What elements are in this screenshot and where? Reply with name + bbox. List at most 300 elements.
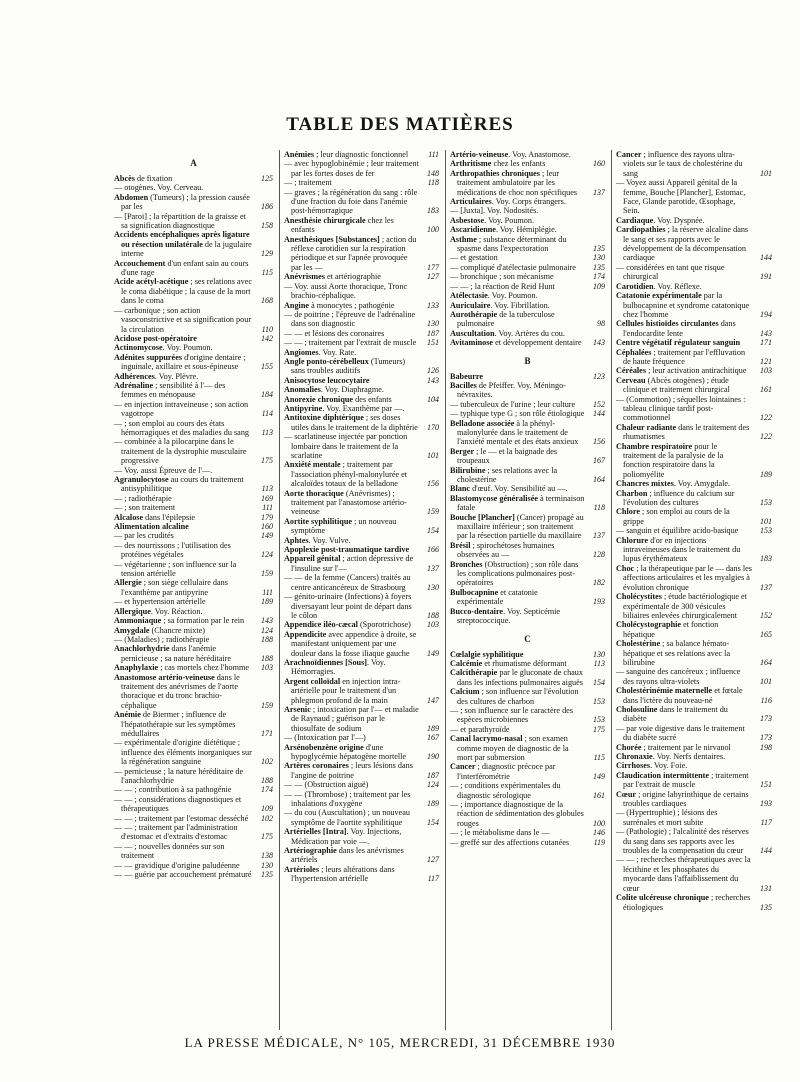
entry-text: Cancer ; influence des rayons ultra-violets sur le taux de cholestérine du sang (616, 150, 743, 178)
index-entry (450, 484, 605, 493)
page-number: 144 (760, 846, 772, 856)
page-number: 161 (760, 385, 772, 395)
page-number: 152 (760, 610, 772, 620)
entry-text: Anévrismes et artériographie (284, 272, 381, 282)
entry-text: — Voy. aussi Épreuve de l'—. (114, 465, 213, 475)
index-entry (450, 272, 605, 281)
page-number: 137 (593, 531, 605, 541)
entry-text: Accouchement d'un enfant sain au cours d'une rage (114, 258, 249, 278)
index-entry (616, 620, 772, 639)
index-entry (114, 578, 273, 597)
index-entry (114, 343, 273, 352)
index-entry (450, 725, 605, 734)
page-number: 130 (427, 582, 439, 592)
page-number: 183 (760, 554, 772, 564)
page-number: 127 (427, 272, 439, 282)
entry-text: — Voyez aussi Appareil génital de la femme, Bouche [Plancher], Estomac, Face, Glande parotide, Œsophage, Sein. (616, 178, 746, 216)
page-number: 129 (261, 249, 273, 259)
index-entry (114, 259, 273, 278)
index-entry (284, 846, 439, 865)
index-entry (450, 282, 605, 291)
index-entry (450, 169, 605, 197)
index-entry (114, 738, 273, 766)
entry-text: Abcès de fixation (114, 174, 173, 183)
entry-text: Bouche [Plancher] (Cancer) propagé au maxillaire inférieur ; son traitement par la résection partielle du maxillaire (450, 512, 584, 541)
index-entry (114, 494, 273, 503)
page-number: 103 (427, 620, 439, 630)
entry-text: — — ; considérations diagnostiques et thérapeutiques (114, 794, 242, 814)
page-number: 101 (760, 516, 772, 526)
entry-text: Carotidien. Voy. Réflexe. (616, 281, 702, 291)
page-number: 109 (593, 281, 605, 291)
entry-text: — (Intoxication par l'—) (284, 733, 366, 743)
entry-text: — en injection intraveineuse ; son action vagotrope (114, 399, 249, 419)
index-entry (114, 372, 273, 381)
page-number: 98 (597, 319, 605, 329)
index-entry (284, 808, 439, 827)
page-number: 154 (593, 677, 605, 687)
index-entry (616, 376, 772, 395)
index-entry (450, 291, 605, 300)
page-number: 175 (593, 724, 605, 734)
entry-text: Appendice iléo-cæcal (Sporotrichose) (284, 620, 411, 630)
entry-text: Colite ulcéreuse chronique ; recherches étiologiques (616, 893, 751, 912)
entry-text: — — (Obstruction aiguë) (284, 780, 369, 790)
index-entry (450, 225, 605, 234)
entry-text: Céphalées ; traitement par l'effluvation de haute fréquence (616, 347, 746, 366)
page-number: 173 (760, 733, 772, 743)
entry-text: — pernicieuse ; la nature héréditaire de l'anachlorhydrie (114, 766, 244, 785)
entry-text: Arsenic ; intoxication par l'— et maladie de Raynaud ; guérison par le thiosulfate de sodium (284, 704, 419, 733)
entry-text: Alimentation alcaline (114, 522, 189, 532)
entry-text: Anisocytose leucocytaire (284, 375, 370, 385)
index-entry (114, 183, 273, 192)
entry-text: Arthritisme chez les enfants (450, 159, 546, 169)
entry-text: Abdomen (Tumeurs) ; la pression causée par les (114, 192, 250, 212)
entry-text: — scarlatineuse injectée par ponction lombaire dans le traitement de la scarlatine (284, 432, 408, 460)
page-number: 183 (427, 206, 439, 216)
index-entry (450, 150, 605, 159)
entry-text: — [Paroi] ; la répartition de la graisse et sa signification diagnostique (114, 211, 246, 231)
index-entry (450, 381, 605, 400)
entry-text: Cardiopathies ; la réserve alcaline dans le sang et ses rapports avec le développement de la décompensation cardiaque (616, 225, 749, 263)
page-number: 125 (261, 174, 273, 183)
page-number: 177 (427, 262, 439, 272)
entry-text: Catatonie expérimentale par la bulbocapnine et syndrome catatonique chez l'homme (616, 291, 750, 319)
index-entry (450, 541, 605, 560)
index-entry (284, 159, 439, 178)
index-entry (616, 761, 772, 770)
index-entry (450, 263, 605, 272)
index-columns (114, 150, 778, 1030)
page-number: 188 (261, 634, 273, 644)
entry-text: — considérées en tant que risque chirurgical (616, 262, 725, 282)
entry-text: Cholestérinémie maternelle et fœtale dans l'ictère du nouveau-né (616, 686, 743, 705)
index-entry (114, 597, 273, 606)
entry-text: Céréales ; leur activation antirachitique (616, 366, 747, 376)
page-number: 103 (261, 663, 273, 673)
page-number: 100 (593, 818, 605, 828)
entry-text: — — gravidique d'origine paludéenne (114, 860, 240, 870)
index-entry (616, 771, 772, 790)
entry-text: Ascaridienne. Voy. Hémiplégie. (450, 225, 557, 235)
index-entry (114, 616, 273, 625)
entry-text: — génito-urinaire (Infections) à foyers diversayant leur point de départ dans le côlon (284, 592, 412, 620)
page-number: 167 (427, 733, 439, 743)
page-number: 101 (760, 168, 772, 178)
entry-text: — ; son emploi au cours des états hémorragiques et des maladies du sang (114, 418, 250, 437)
entry-text: — (Maladies) ; radiothérapie (114, 634, 210, 644)
entry-text: Cerveau (Abcès otogènes) ; étude clinique et traitement chirurgical (616, 375, 730, 395)
index-entry (616, 479, 772, 488)
page-number: 117 (427, 874, 439, 884)
index-entry (114, 842, 273, 861)
page-number: 190 (427, 752, 439, 761)
entry-text: Angine à monocytes ; pathogénie (284, 300, 395, 310)
page-number: 113 (593, 658, 605, 668)
entry-text: Cellules histioïdes circulantes dans l'endocardite lente (616, 319, 736, 338)
index-entry (450, 159, 605, 168)
index-entry (450, 409, 605, 418)
page-number: 126 (427, 366, 439, 376)
index-entry (616, 536, 772, 564)
index-entry (284, 385, 439, 394)
index-entry (450, 338, 605, 347)
index-entry (114, 513, 273, 522)
index-entry (114, 400, 273, 419)
index-entry (114, 541, 273, 560)
page-number: 155 (261, 362, 273, 372)
entry-text: — et parathyroïde (450, 724, 510, 734)
index-entry (284, 761, 439, 780)
index-entry (616, 282, 772, 291)
section-letter: C (524, 633, 531, 644)
entry-text: Bronches (Obstruction) ; son rôle dans les complications pulmonaires post-opératoires (450, 559, 579, 588)
entry-text: Anomalies. Voy. Diaphragme. (284, 385, 384, 395)
index-entry (114, 466, 273, 475)
index-entry (616, 319, 772, 338)
index-entry (284, 376, 439, 385)
entry-text: — avec hypoglobinémie ; leur traitement par les fortes doses de fer (284, 159, 419, 178)
page-number: 130 (261, 860, 273, 870)
entry-text: — par les crudités (114, 531, 174, 541)
index-entry (616, 423, 772, 442)
entry-text: Alcalose dans l'épilepsie (114, 512, 196, 522)
entry-text: Auriculaire. Voy. Fibrillation. (450, 300, 550, 310)
entry-text: Chaleur radiante dans le traitement des rhumatismes (616, 422, 750, 442)
index-entry (450, 419, 605, 447)
entry-text: — Voy. aussi Aorte thoracique, Tronc brachio-céphalique. (284, 281, 408, 301)
entry-text: — — ; la réaction de Reid Hunt (450, 281, 555, 291)
index-entry (284, 216, 439, 235)
index-entry (284, 178, 439, 187)
page-number: 189 (261, 597, 273, 607)
entry-text: Charbon ; influence du calcium sur l'évolution des cultures (616, 488, 735, 508)
page-number: 189 (427, 723, 439, 733)
index-entry (450, 235, 605, 254)
page-number: 111 (262, 503, 273, 513)
entry-text: — ; son traitement (114, 503, 176, 513)
page-number: 115 (593, 752, 605, 762)
page-number: 175 (261, 456, 273, 466)
page-number: 114 (261, 409, 273, 419)
page-number: 159 (427, 507, 439, 517)
page-number: 135 (760, 902, 772, 912)
page-number: 174 (593, 272, 605, 282)
index-entry (450, 828, 605, 837)
page-number: 137 (593, 187, 605, 197)
page-number: 101 (427, 451, 439, 460)
page-number: 143 (427, 375, 439, 385)
entry-text: Antipyrine. Voy. Exanthème par —. (284, 403, 405, 413)
page-number: 102 (261, 757, 273, 767)
index-column (446, 150, 612, 1030)
entry-text: Bulbocapnine et catatonie expérimentale (450, 587, 538, 607)
page-number: 160 (261, 522, 273, 532)
page-number: 138 (261, 851, 273, 861)
entry-text: Appareil génital ; action dépressive de l'insuline sur l'— (284, 554, 414, 573)
entry-text: Angiomes. Voy. Rate. (284, 347, 357, 357)
entry-text: Aphtes. Voy. Vulve. (284, 535, 351, 545)
entry-text: — greffé sur des affections cutanées (450, 837, 570, 847)
index-entry (114, 710, 273, 738)
index-entry (450, 838, 605, 847)
page-number: 113 (261, 484, 273, 494)
page-number: 131 (760, 883, 772, 893)
index-entry (616, 216, 772, 225)
page-number: 153 (593, 696, 605, 706)
page-number: 135 (261, 870, 273, 880)
index-entry (616, 827, 772, 855)
page-number: 104 (427, 394, 439, 404)
page-number: 188 (261, 653, 273, 663)
page-number: 167 (593, 456, 605, 466)
index-entry (114, 475, 273, 494)
index-entry (450, 513, 605, 541)
entry-text: Bilirubine ; ses relations avec la cholestérine (450, 465, 558, 484)
page-number: 153 (760, 526, 772, 536)
page-number: 111 (428, 150, 439, 159)
index-entry (114, 767, 273, 786)
page-number: 118 (593, 503, 605, 513)
entry-text: Arthropathies chroniques ; leur traitement ambulatoire par les médications de choc non spécifiques (450, 168, 578, 197)
index-entry (284, 573, 439, 592)
index-entry (616, 705, 772, 724)
page-number: 143 (593, 338, 605, 348)
page-number: 135 (593, 244, 605, 254)
page-number: 137 (427, 563, 439, 573)
index-entry (114, 814, 273, 823)
page-number: 128 (593, 550, 605, 560)
entry-text: — — ; contribution à sa pathogénie (114, 785, 232, 795)
page-number: 189 (427, 799, 439, 809)
index-entry (616, 526, 772, 535)
index-entry (616, 291, 772, 319)
index-entry (284, 620, 439, 629)
entry-text: Bucco-dentaire. Voy. Septicémie streptococcique. (450, 606, 560, 626)
entry-text: Blanc d'œuf. Voy. Sensibilité au —. (450, 484, 568, 494)
page-number: 124 (427, 780, 439, 790)
page-number: 101 (760, 676, 772, 686)
entry-text: — — de la femme (Cancers) traités au centre anticancéreux de Strasbourg (284, 573, 411, 592)
index-entry (114, 503, 273, 512)
index-entry (450, 762, 605, 781)
index-entry (284, 554, 439, 573)
entry-text: — — ; recherches thérapeutiques avec la lécithine et les phosphates du myocarde dans l'affaiblissement du cœur (616, 855, 751, 893)
entry-text: — compliqué d'atélectasie pulmonaire (450, 262, 576, 272)
entry-text: Allergie ; son siège cellulaire dans l'exanthème par antipyrine (114, 578, 228, 597)
index-entry (114, 381, 273, 400)
page-number: 143 (261, 616, 273, 626)
index-entry (284, 705, 439, 733)
entry-text: — graves ; la régénération du sang : rôle d'une fraction du foie dans l'anémie post-hémorragique (284, 187, 418, 216)
entry-text: Artères coronaires ; leurs lésions dans l'angine de poitrine (284, 761, 413, 780)
page-number: 186 (261, 202, 273, 212)
page-number: 161 (593, 790, 605, 800)
entry-text: — ; le métabolisme dans le — (450, 828, 550, 838)
page-number: 171 (760, 338, 772, 348)
index-entry (450, 216, 605, 225)
index-entry (284, 357, 439, 376)
entry-text: Cardiaque. Voy. Dyspnée. (616, 215, 705, 225)
entry-text: Anxiété mentale ; traitement par l'association phényl-malonylurée et alcaloïdes totaux de la belladone (284, 460, 408, 489)
index-entry (450, 706, 605, 725)
index-entry (114, 663, 273, 672)
entry-text: — expérimentale d'origine diététique ; influence des éléments inorganiques sur la régénération sanguine (114, 738, 252, 767)
index-entry (284, 865, 439, 884)
index-entry (284, 489, 439, 517)
index-entry (114, 193, 273, 212)
page-number: 198 (760, 742, 772, 752)
entry-text: — par voie digestive dans le traitement du diabète sucré (616, 723, 745, 743)
entry-text: Aortite syphilitique ; un nouveau symptôme (284, 516, 397, 536)
entry-text: Anémies ; leur diagnostic fonctionnel (284, 150, 409, 159)
page-number: 179 (261, 512, 273, 522)
index-entry (114, 531, 273, 540)
entry-text: Artérioles ; leurs altérations dans l'hypertension artérielle (284, 864, 395, 884)
index-entry (284, 630, 439, 658)
entry-text: Angle ponto-cérébelleux (Tumeurs) sans troubles auditifs (284, 356, 406, 376)
entry-text: Cœlalgie syphilitique (450, 649, 524, 659)
page-number: 135 (593, 262, 605, 272)
entry-text: Artérielles [Intra]. Voy. Injections, Médication par voie —. (284, 827, 402, 846)
index-entry (616, 686, 772, 705)
index-entry (284, 517, 439, 536)
entry-text: Claudication intermittente ; traitement par l'extrait de muscle (616, 770, 749, 790)
index-entry (284, 790, 439, 809)
entry-text: Chambre respiratoire pour le traitement de la paralysie de la fonction respiratoire dans la poliomyélite (616, 441, 724, 479)
entry-text: Chorée ; traitement par le nirvanol (616, 742, 731, 752)
index-entry (114, 437, 273, 465)
page-number: 169 (261, 493, 273, 503)
index-entry (284, 677, 439, 705)
entry-text: Cholécystites ; étude bactériologique et expérimentale de 300 vésicules biliaires enlevées chirurgicalement (616, 592, 747, 620)
index-entry (114, 212, 273, 231)
index-entry (616, 752, 772, 761)
entry-text: Aorte thoracique (Anévrismes) ; traitement par l'anastomose artério-veineuse (284, 488, 407, 517)
index-entry (284, 150, 439, 159)
entry-text: Actinomycose. Voy. Poumon. (114, 343, 213, 353)
index-entry (616, 263, 772, 282)
entry-text: Calcémie et rhumatisme déformant (450, 658, 567, 668)
index-entry (284, 780, 439, 789)
index-entry (616, 395, 772, 423)
page-number: 159 (261, 569, 273, 579)
entry-text: Anachlorhydrie dans l'anémie pernicieuse ; sa nature héréditaire (114, 644, 232, 663)
section-letter: A (190, 158, 197, 168)
entry-text: Acidose post-opératoire (114, 333, 197, 343)
entry-text: Atélectasie. Voy. Poumon. (450, 291, 538, 301)
page-number: 113 (261, 427, 273, 437)
entry-text: Chlore ; son emploi au cours de la grippe (616, 507, 730, 526)
index-entry (450, 310, 605, 329)
index-entry (114, 277, 273, 305)
page-number: 124 (261, 550, 273, 560)
index-entry (616, 667, 772, 686)
entry-text: Adrénaline ; sensibilité à l'— des femmes en ménopause (114, 380, 226, 400)
page-number: 144 (593, 409, 605, 419)
entry-text: — de poitrine ; l'épreuve de l'adrénaline dans son diagnostic (284, 309, 416, 329)
index-entry (450, 650, 605, 659)
index-entry (450, 301, 605, 310)
entry-text: Artériographie dans les anévrismes artériels (284, 846, 404, 865)
entry-text: — sanguin et équilibre acido-basique (616, 526, 739, 536)
index-entry (114, 635, 273, 644)
index-entry (114, 673, 273, 711)
entry-text: — — ; traitement par l'administration d'estomac et d'extraits d'estomac (114, 823, 238, 842)
page-number: 174 (261, 785, 273, 795)
entry-text: Argent colloïdal en injection intra-artérielle pour le traitement d'un phlegmon profond de la main (284, 676, 401, 705)
entry-text: Berger ; le — et la baignade des troupeaux (450, 446, 558, 466)
index-column (612, 150, 778, 1030)
index-entry (616, 348, 772, 367)
entry-text: — du cou (Auscultation) ; un nouveau symptôme de l'aortite syphilitique (284, 808, 410, 827)
index-entry (616, 507, 772, 526)
index-entry (450, 588, 605, 607)
index-entry (114, 785, 273, 794)
index-entry (284, 460, 439, 488)
index-entry (450, 607, 605, 626)
page-number: 168 (261, 296, 273, 306)
index-entry (450, 372, 605, 381)
page-number: 127 (427, 855, 439, 865)
index-entry (284, 395, 439, 404)
index-entry (284, 413, 439, 432)
entry-text: Articulaires. Voy. Corps étrangers. (450, 197, 566, 207)
page-number: 149 (427, 648, 439, 658)
entry-text: Cirrhoses. Voy. Foie. (616, 761, 688, 771)
page-number: 124 (261, 625, 273, 635)
entry-text: Anorexie chronique des enfants (284, 394, 392, 404)
entry-text: Arsénobenzène origine d'une hypoglycémie hépatogène mortelle (284, 742, 407, 761)
entry-text: Anesthésie chirurgicale chez les enfants (284, 215, 394, 235)
page-number: 130 (427, 319, 439, 329)
index-entry (616, 178, 772, 216)
page-number: 111 (262, 587, 273, 597)
page-number: 156 (427, 479, 439, 489)
index-entry (450, 400, 605, 409)
page-number: 100 (427, 225, 439, 235)
page-number: 151 (427, 338, 439, 348)
entry-text: Artério-veineuse. Voy. Anastomose. (450, 150, 571, 159)
index-entry (284, 432, 439, 460)
page-number: 170 (427, 422, 439, 432)
index-entry (616, 808, 772, 827)
entry-text: Cholestérine ; sa balance hémato-hépatique et ses relations avec la bilirubine (616, 639, 731, 667)
entry-text: — ; conditions expérimentales du diagnostic sérologique (450, 781, 561, 800)
entry-text: Adénites suppurées d'origine dentaire ; inguinale, axillaire et sous-épineuse (114, 352, 246, 372)
index-entry (114, 230, 273, 258)
